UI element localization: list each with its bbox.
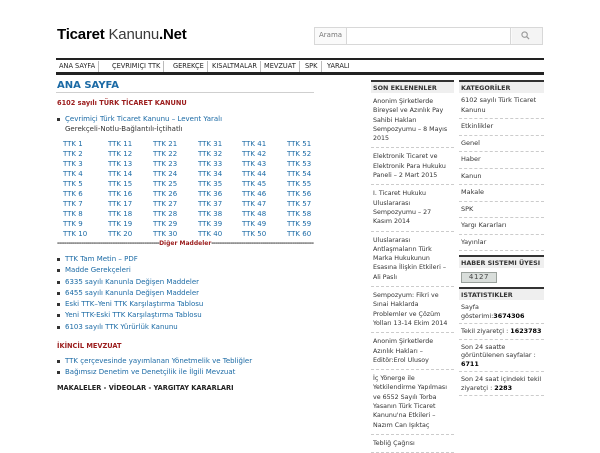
category-item[interactable]: SPK	[459, 202, 544, 219]
ttk-link[interactable]: TTK 13	[108, 160, 133, 168]
online-ttk-link[interactable]: Çevrimiçi Türk Ticaret Kanunu – Levent Yaralı	[65, 115, 223, 123]
logo-part2: Kanunu	[104, 26, 160, 43]
search-input[interactable]	[346, 28, 511, 44]
category-item[interactable]: Yargı Kararları	[459, 218, 544, 235]
category-item[interactable]: 6102 sayılı Türk Ticaret Kanunu	[459, 93, 544, 119]
nav-kisaltmalar[interactable]: KISALTMALAR	[209, 61, 261, 72]
ttk-link[interactable]: TTK 51	[287, 140, 312, 148]
category-item[interactable]: Kanun	[459, 169, 544, 186]
ttk-link[interactable]: TTK 25	[153, 180, 178, 188]
ttk-link[interactable]: TTK 27	[153, 200, 178, 208]
nav-spk[interactable]: SPK	[302, 61, 322, 72]
main-nav	[56, 58, 544, 75]
right-sidebar	[459, 80, 544, 396]
ttk-link[interactable]: TTK 21	[153, 140, 178, 148]
nav-yarali[interactable]: YARALI	[327, 62, 350, 70]
other-link-6103[interactable]: 6103 sayılı TTK Yürürlük Kanunu	[65, 322, 178, 331]
category-item[interactable]: Genel	[459, 136, 544, 153]
stat-label: Sayfa gösterimi:	[461, 303, 494, 320]
stat-value: 3674306	[493, 311, 525, 320]
ttk-link[interactable]: TTK 38	[198, 210, 223, 218]
logo-part1: Ticaret	[57, 26, 105, 43]
site-logo[interactable]	[57, 26, 187, 43]
stat-row	[459, 300, 544, 324]
ttk-link[interactable]: TTK 46	[242, 190, 267, 198]
stat-label: Son 24 saatte görüntülenen sayfalar :	[461, 342, 536, 359]
list-item	[57, 356, 252, 367]
nav-gerekce[interactable]: GEREKÇE	[170, 61, 208, 72]
ttk-link[interactable]: TTK 60	[287, 230, 312, 238]
secondary-link-yonetmelik[interactable]: TTK çerçevesinde yayımlanan Yönetmelik ve Tebliğler	[65, 357, 253, 365]
ttk-link[interactable]: TTK 49	[242, 220, 267, 228]
ttk-link[interactable]: TTK 32	[198, 150, 223, 158]
ttk-link[interactable]: TTK 1	[63, 140, 83, 148]
ttk-link[interactable]: TTK 35	[198, 180, 223, 188]
ttk-link[interactable]: TTK 10	[63, 230, 88, 238]
stat-value: 2283	[494, 383, 513, 392]
ttk-link[interactable]: TTK 6	[63, 190, 83, 198]
recent-post[interactable]: Elektronik Ticaret ve Elektronik Para Hukuku Paneli – 2 Mart 2015	[371, 148, 454, 185]
list-item	[57, 265, 203, 276]
recent-post[interactable]: Uluslararası Antlaşmaların Türk Marka Hukukunun Esasına İlişkin Etkileri – Ali Paslı	[371, 232, 454, 287]
recent-posts-title: SON EKLENENLER	[371, 80, 454, 93]
ttk-link[interactable]: TTK 58	[287, 210, 312, 218]
ttk-link[interactable]: TTK 39	[198, 220, 223, 228]
stat-row	[459, 372, 544, 396]
ttk-link[interactable]: TTK 8	[63, 210, 83, 218]
ttk-link[interactable]: TTK 5	[63, 180, 83, 188]
other-link-tam-metin[interactable]: TTK Tam Metin – PDF	[65, 255, 138, 263]
list-item	[57, 299, 203, 310]
ttk-link[interactable]: TTK 11	[108, 140, 133, 148]
ttk-link[interactable]: TTK 55	[287, 180, 312, 188]
stat-row	[459, 340, 544, 373]
ttk-link[interactable]: TTK 43	[242, 160, 267, 168]
ttk-link[interactable]: TTK 48	[242, 210, 267, 218]
list-item	[57, 367, 252, 378]
ttk-link[interactable]: TTK 59	[287, 220, 312, 228]
ttk-link[interactable]: TTK 12	[108, 150, 133, 158]
nav-cevrimici-ttk[interactable]: ÇEVRIMIÇI TTK	[109, 61, 164, 72]
ttk-link[interactable]: TTK 3	[63, 160, 83, 168]
divider-dashes-right: ------------------------------------------------------	[211, 240, 314, 247]
ttk-link[interactable]: TTK 33	[198, 160, 223, 168]
member-counter: 4127	[461, 272, 497, 283]
other-link-eski-yeni[interactable]: Eski TTK–Yeni TTK Karşılaştırma Tablosu	[65, 300, 204, 309]
recent-post[interactable]: Anonim Şirketlerde Bireysel ve Azınlık Pay Sahibi Hakları Sempozyumu – 8 Mayıs 2015	[371, 93, 454, 148]
ttk-link[interactable]: TTK 31	[198, 140, 223, 148]
category-item[interactable]: Haber	[459, 152, 544, 169]
news-members-title: HABER SISTEMI ÜYESI	[459, 255, 544, 268]
category-item[interactable]: Etkinlikler	[459, 119, 544, 136]
other-link-yeni-eski[interactable]: Yeni TTK-Eski TTK Karşılaştırma Tablosu	[65, 311, 202, 320]
other-link-6455[interactable]: 6455 sayılı Kanunla Değişen Maddeler	[65, 288, 200, 297]
list-item	[57, 277, 203, 288]
ttk-link[interactable]: TTK 16	[108, 190, 133, 198]
online-list	[57, 114, 222, 125]
ttk-link[interactable]: TTK 53	[287, 160, 312, 168]
other-link-gerekceler[interactable]: Madde Gerekçeleri	[65, 266, 131, 275]
articles-heading: MAKALELER - VİDEOLAR - YARGITAY KARARLARI	[57, 384, 234, 392]
recent-post[interactable]: İç Yönerge ile Yetkilendirme Yapılması ve 6552 Sayılı Torba Yasanın Türk Ticaret Kanunu'na Etkileri – Nazım Can Işıktaç	[371, 370, 454, 435]
list-item	[57, 288, 203, 299]
ttk-link[interactable]: TTK 57	[287, 200, 312, 208]
recent-post[interactable]: Tebliğ Çağrısı	[371, 435, 454, 453]
list-item	[57, 310, 203, 321]
secondary-link-denetim[interactable]: Bağımsız Denetim ve Denetçilik ile İlgili Mevzuat	[65, 368, 236, 377]
ttk-link[interactable]: TTK 40	[198, 230, 223, 238]
other-articles-divider	[57, 240, 313, 247]
ttk-link[interactable]: TTK 9	[63, 220, 83, 228]
ttk-link[interactable]: TTK 23	[153, 160, 178, 168]
ttk-link[interactable]: TTK 4	[63, 170, 83, 178]
recent-posts-widget	[371, 80, 454, 453]
ttk-link[interactable]: TTK 36	[198, 190, 223, 198]
ttk-link[interactable]: TTK 2	[63, 150, 83, 158]
ttk-link[interactable]: TTK 22	[153, 150, 178, 158]
ttk-link[interactable]: TTK 47	[242, 200, 267, 208]
statistics-title: ISTATISTIKLER	[459, 287, 544, 300]
ttk-link[interactable]: TTK 50	[242, 230, 267, 238]
ttk-link[interactable]: TTK 14	[108, 170, 133, 178]
ttk-link[interactable]: TTK 37	[198, 200, 223, 208]
secondary-links-list	[57, 356, 252, 379]
logo-part3: .Net	[159, 26, 187, 43]
ttk-link[interactable]: TTK 18	[108, 210, 133, 218]
ttk-link[interactable]: TTK 26	[153, 190, 178, 198]
recent-post[interactable]: Sempozyum: Fikri ve Sınai Haklarda Problemler ve Çözüm Yolları 13-14 Ekim 2014	[371, 287, 454, 333]
recent-post[interactable]: Anonim Şirketlerde Azınlık Hakları – Editör:Erol Ulusoy	[371, 333, 454, 370]
recent-post[interactable]: I. Ticaret Hukuku Uluslararası Sempozyumu – 27 Kasım 2014	[371, 185, 454, 231]
category-item[interactable]: Yayınlar	[459, 235, 544, 252]
list-item	[57, 322, 203, 333]
ttk-link[interactable]: TTK 20	[108, 230, 133, 238]
stat-label: Son 24 saat içindeki tekil ziyaretçi :	[461, 375, 542, 392]
ttk-link[interactable]: TTK 30	[153, 230, 178, 238]
search-icon	[521, 31, 530, 40]
ttk-link[interactable]: TTK 54	[287, 170, 312, 178]
ttk-link[interactable]: TTK 45	[242, 180, 267, 188]
ttk-link[interactable]: TTK 15	[108, 180, 133, 188]
ttk-link[interactable]: TTK 29	[153, 220, 178, 228]
ttk-link[interactable]: TTK 56	[287, 190, 312, 198]
stat-row	[459, 324, 544, 340]
nav-ana-sayfa[interactable]: ANA SAYFA	[56, 61, 99, 72]
online-subtitle: Gerekçeli-Notlu-Bağlantılı-İçtihatlı	[65, 125, 183, 133]
other-articles-label: Diğer Maddeler	[159, 240, 212, 247]
ttk-link[interactable]: TTK 34	[198, 170, 223, 178]
stat-value: 6711	[461, 359, 479, 368]
law-heading: 6102 sayılı TÜRK TİCARET KANUNU	[57, 99, 187, 107]
ttk-link[interactable]: TTK 7	[63, 200, 83, 208]
other-links-list	[57, 254, 203, 333]
stat-value: 1623783	[510, 327, 542, 335]
ttk-link[interactable]: TTK 41	[242, 140, 267, 148]
list-item	[57, 114, 222, 125]
ttk-link[interactable]: TTK 19	[108, 220, 133, 228]
ttk-link[interactable]: TTK 42	[242, 150, 267, 158]
search-button[interactable]	[512, 28, 542, 44]
ttk-link[interactable]: TTK 44	[242, 170, 267, 178]
title-divider	[56, 92, 314, 93]
divider-dashes-left: ------------------------------------------------------	[57, 240, 160, 247]
categories-title: KATEGORİLER	[459, 80, 544, 93]
ttk-link[interactable]: TTK 24	[153, 170, 178, 178]
category-item[interactable]: Makale	[459, 185, 544, 202]
ttk-link[interactable]: TTK 17	[108, 200, 133, 208]
other-link-6335[interactable]: 6335 sayılı Kanunla Değişen Maddeler	[65, 277, 200, 286]
search-label: Arama	[319, 31, 343, 39]
ttk-link[interactable]: TTK 52	[287, 150, 312, 158]
secondary-legislation-heading: İKİNCİL MEVZUAT	[57, 342, 122, 350]
nav-mevzuat[interactable]: MEVZUAT	[261, 61, 300, 72]
search-form	[314, 27, 543, 45]
ttk-link[interactable]: TTK 28	[153, 210, 178, 218]
list-item	[57, 254, 203, 265]
page-title: ANA SAYFA	[57, 80, 119, 91]
stat-label: Tekil ziyaretçi :	[461, 327, 511, 335]
